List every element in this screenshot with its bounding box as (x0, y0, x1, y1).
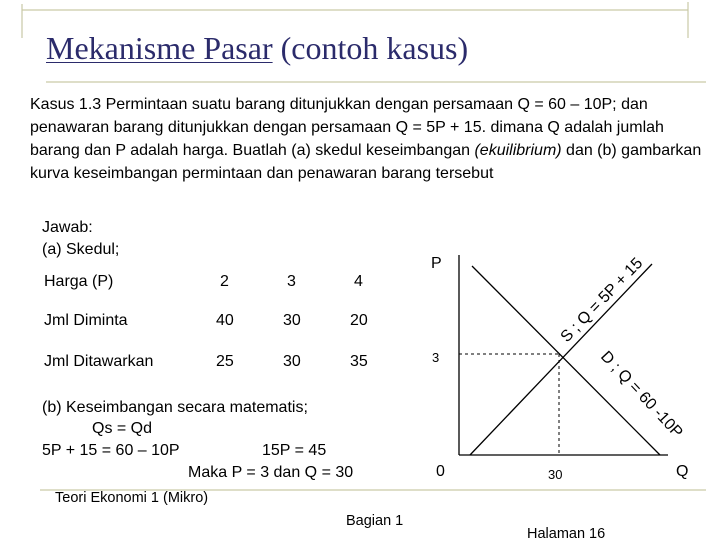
table-cell: 3 (287, 273, 296, 290)
supply-curve-label: S ; Q = 5P + 15 (557, 254, 647, 346)
title-main: Mekanisme Pasar (46, 30, 273, 66)
table-cell: 4 (354, 273, 363, 290)
footer-page-number: Halaman 16 (527, 526, 606, 542)
title-sub: (contoh kasus) (272, 30, 469, 66)
table-cell: 20 (350, 312, 368, 329)
demand-curve-label: D ; Q = 60 -10P (597, 348, 686, 442)
table-cell: 30 (283, 312, 301, 329)
equation-solve: 5P + 15 = 60 – 10P (42, 442, 180, 459)
equation-result: 15P = 45 (262, 442, 327, 459)
row-label-supplied: Jml Ditawarkan (44, 353, 154, 370)
equilibrium-price-label: 3 (432, 350, 440, 365)
part-b-label: (b) Keseimbangan secara matematis; (42, 399, 308, 416)
answer-label: Jawab: (42, 219, 93, 236)
table-cell: 40 (216, 312, 234, 329)
origin-label: 0 (436, 463, 445, 480)
case-text-italic: (ekuilibrium) (474, 142, 562, 159)
q-axis-label: Q (676, 463, 689, 480)
case-text-part-1: Kasus 1.3 Permintaan suatu barang ditunjukkan dengan persamaan Q = 60 – 10P; dan penawaran barang ditunjukkan dengan persamaan Q = 5P + 15. dimana Q adalah jumlah barang dan P adalah harga. Buatlah (a) skedul keseimbangan (30, 96, 664, 159)
equilibrium-quantity-label: 30 (548, 467, 563, 482)
table-cell: 25 (216, 353, 234, 370)
table-cell: 35 (350, 353, 368, 370)
row-label-demanded: Jml Diminta (44, 312, 128, 329)
p-axis-label: P (431, 255, 442, 272)
table-cell: 30 (283, 353, 301, 370)
table-cell: 2 (220, 273, 229, 290)
row-label-price: Harga (P) (44, 273, 114, 290)
part-a-label: (a) Skedul; (42, 241, 120, 258)
equilibrium-result: Maka P = 3 dan Q = 30 (188, 464, 354, 481)
footer-section: Bagian 1 (346, 513, 404, 529)
equation-qs-qd: Qs = Qd (92, 420, 153, 437)
demand-curve (472, 266, 660, 455)
footer-course: Teori Ekonomi 1 (Mikro) (55, 490, 209, 506)
case-text-part-2: dan (b) gambarkan kurva keseimbangan permintaan dan penawaran barang tersebut (30, 142, 702, 182)
supply-curve (470, 264, 652, 455)
